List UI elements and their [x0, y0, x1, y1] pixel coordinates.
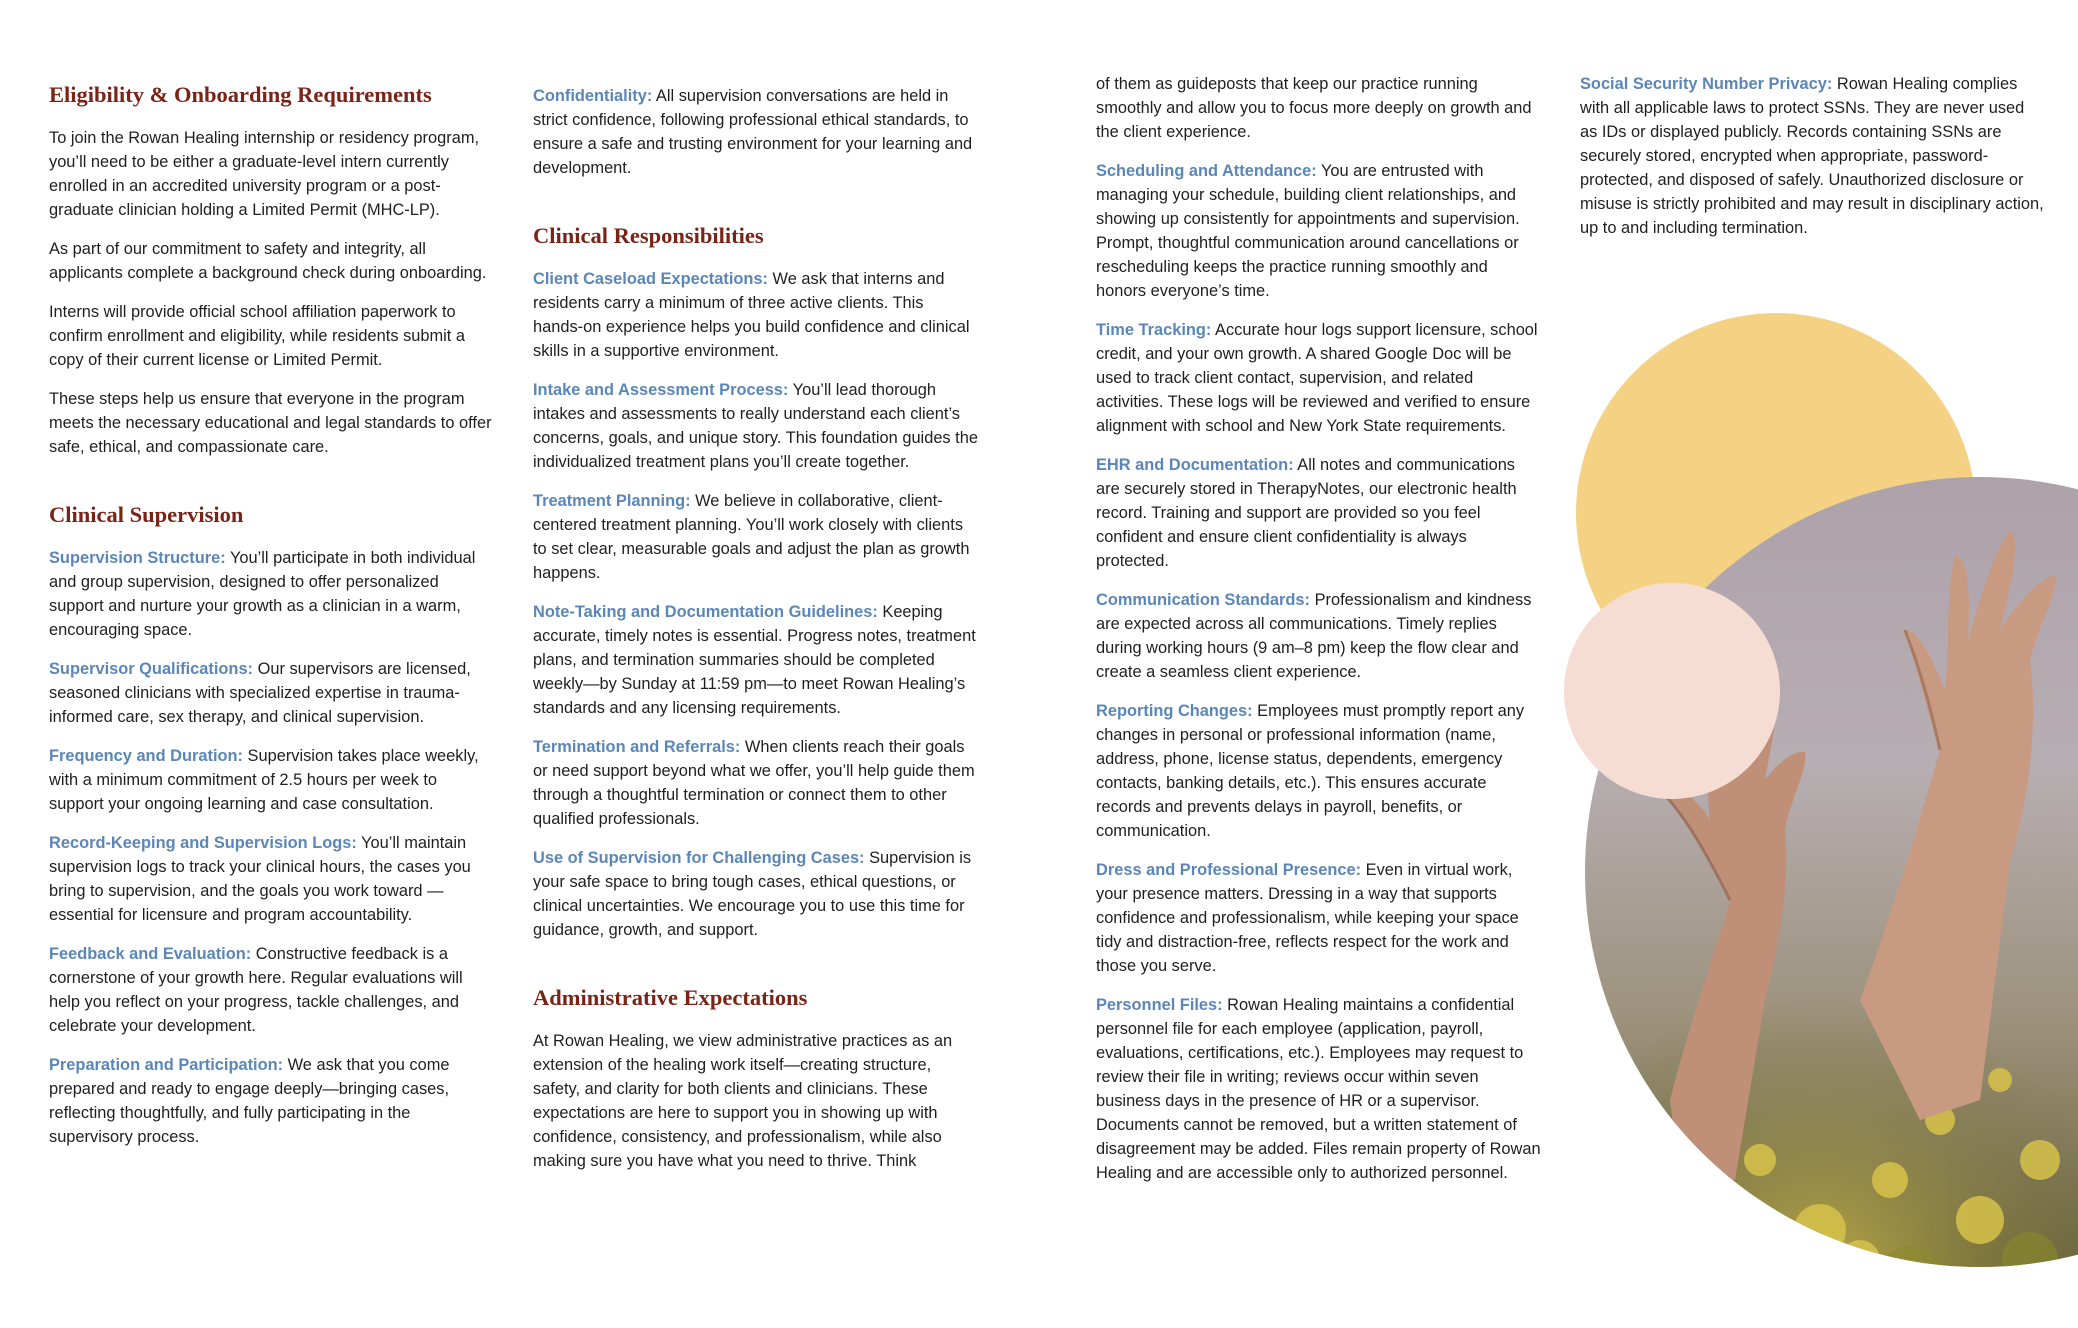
item-text: We ask that you come prepared and ready to engage deeply—bringing cases, reflecting thoughtfully, and fully participating in the supervisory process.	[49, 1056, 450, 1146]
item-label: Note-Taking and Documentation Guidelines:	[533, 603, 878, 621]
list-item	[1096, 993, 1541, 1185]
item-label: Confidentiality:	[533, 87, 653, 105]
list-item	[1580, 72, 2045, 240]
list-item	[49, 744, 494, 816]
item-label: Use of Supervision for Challenging Cases:	[533, 849, 865, 867]
pink-circle	[1564, 583, 1780, 799]
column-4	[1580, 72, 2045, 255]
list-item	[49, 657, 494, 729]
section-heading-administrative-expectations: Administrative Expectations	[533, 985, 808, 1010]
item-text: Employees must promptly report any changes in personal or professional information (name, address, phone, license status, dependents, emergency contacts, banking details, etc.). This ensures accurate records and prevents delays in payroll, benefits, or communication.	[1096, 702, 1525, 840]
item-text: When clients reach their goals or need support beyond what we offer, you’ll help guide them through a thoughtful termination or connect them to other qualified professionals.	[533, 738, 975, 828]
list-item	[1096, 699, 1541, 843]
paragraph: Interns will provide official school affiliation paperwork to confirm enrollment and eligibility, while residents submit a copy of their current license or Limited Permit.	[49, 303, 466, 369]
column-1	[49, 80, 494, 1164]
list-item	[533, 735, 978, 831]
item-label: EHR and Documentation:	[1096, 456, 1294, 474]
column-3	[1096, 72, 1541, 1200]
item-text: You’ll maintain supervision logs to track your clinical hours, the cases you bring to supervision, and the goals you work toward — essential for licensure and program accountability.	[49, 834, 471, 924]
item-label: Preparation and Participation:	[49, 1056, 284, 1074]
paragraph: As part of our commitment to safety and integrity, all applicants complete a background check during onboarding.	[49, 240, 487, 282]
item-text: Professionalism and kindness are expected across all communications. Timely replies during working hours (9 am–8 pm) keep the flow clear and create a seamless client experience.	[1096, 591, 1532, 681]
item-text: Keeping accurate, timely notes is essential. Progress notes, treatment plans, and termination summaries should be completed weekly—by Sunday at 11:59 pm—to meet Rowan Healing’s standards and any licensing requirements.	[533, 603, 976, 717]
item-text: Supervision is your safe space to bring tough cases, ethical questions, or clinical uncertainties. We encourage you to use this time for guidance, growth, and support.	[533, 849, 972, 939]
item-text: Rowan Healing complies with all applicable laws to protect SSNs. They are never used as IDs or displayed publicly. Records containing SSNs are securely stored, encrypted when appropriate, password-protected, and disposed of safely. Unauthorized disclosure or misuse is strictly prohibited and may result in disciplinary action, up to and including termination.	[1580, 75, 2044, 237]
list-item	[533, 267, 978, 363]
list-item	[533, 846, 978, 942]
section-heading-eligibility: Eligibility & Onboarding Requirements	[49, 82, 432, 107]
item-label: Scheduling and Attendance:	[1096, 162, 1317, 180]
column-2	[533, 84, 978, 1188]
paragraph: of them as guideposts that keep our practice running smoothly and allow you to focus more deeply on growth and the client experience.	[1096, 75, 1532, 141]
item-label: Time Tracking:	[1096, 321, 1212, 339]
item-label: Feedback and Evaluation:	[49, 945, 252, 963]
item-text: We believe in collaborative, client-centered treatment planning. You’ll work closely with clients to set clear, measurable goals and adjust the plan as growth happens.	[533, 492, 970, 582]
item-label: Supervisor Qualifications:	[49, 660, 254, 678]
list-item	[1096, 858, 1541, 978]
list-item	[49, 942, 494, 1038]
list-item	[49, 546, 494, 642]
item-text: You are entrusted with managing your schedule, building client relationships, and showing up consistently for appointments and supervision. Prompt, thoughtful communication around cancellations or rescheduling keeps the practice running smoothly and honors everyone’s time.	[1096, 162, 1520, 300]
paragraph: To join the Rowan Healing internship or residency program, you’ll need to be either a graduate-level intern currently enrolled in an accredited university program or a post-graduate clinician holding a Limited Permit (MHC-LP).	[49, 129, 480, 219]
section-heading-clinical-responsibilities: Clinical Responsibilities	[533, 223, 764, 248]
item-label: Personnel Files:	[1096, 996, 1223, 1014]
item-text: All notes and communications are securely stored in TherapyNotes, our electronic health record. Training and support are provided so you feel confident and ensure client confidentiality is always protected.	[1096, 456, 1517, 570]
paragraph: These steps help us ensure that everyone in the program meets the necessary educational and legal standards to offer safe, ethical, and compassionate care.	[49, 390, 492, 456]
list-item	[49, 831, 494, 927]
decorative-artwork	[1560, 300, 2078, 1328]
item-label: Termination and Referrals:	[533, 738, 741, 756]
item-text: You’ll lead thorough intakes and assessments to really understand each client’s concerns, goals, and unique story. This foundation guides the individualized treatment plans you’ll create together.	[533, 381, 978, 471]
item-label: Reporting Changes:	[1096, 702, 1253, 720]
list-item	[49, 1053, 494, 1149]
item-text: Constructive feedback is a cornerstone of your growth here. Regular evaluations will help you reflect on your progress, tackle challenges, and celebrate your development.	[49, 945, 463, 1035]
paragraph: At Rowan Healing, we view administrative practices as an extension of the healing work itself—creating structure, safety, and clarity for both clients and clinicians. These expectations are here to support you in showing up with confidence, consistency, and professionalism, while also making sure you have what you need to thrive. Think	[533, 1032, 953, 1170]
item-label: Frequency and Duration:	[49, 747, 243, 765]
section-heading-clinical-supervision: Clinical Supervision	[49, 502, 244, 527]
item-label: Communication Standards:	[1096, 591, 1311, 609]
item-label: Dress and Professional Presence:	[1096, 861, 1362, 879]
item-text: Our supervisors are licensed, seasoned clinicians with specialized expertise in trauma-informed care, sex therapy, and clinical supervision.	[49, 660, 471, 726]
list-item	[1096, 588, 1541, 684]
item-text: Even in virtual work, your presence matters. Dressing in a way that supports confidence and professionalism, while keeping your space tidy and distraction-free, reflects respect for the work and those you serve.	[1096, 861, 1519, 975]
item-label: Record-Keeping and Supervision Logs:	[49, 834, 357, 852]
list-item	[533, 489, 978, 585]
list-item	[533, 84, 978, 180]
item-text: Supervision takes place weekly, with a minimum commitment of 2.5 hours per week to support your ongoing learning and case consultation.	[49, 747, 479, 813]
item-text: Rowan Healing maintains a confidential personnel file for each employee (application, payroll, evaluations, certifications, etc.). Employees may request to review their file in writing; reviews occur within seven business days in the presence of HR or a supervisor. Documents cannot be removed, but a written statement of disagreement may be added. Files remain property of Rowan Healing and are accessible only to authorized personnel.	[1096, 996, 1541, 1182]
list-item	[1096, 453, 1541, 573]
list-item	[533, 600, 978, 720]
item-label: Intake and Assessment Process:	[533, 381, 789, 399]
item-label: Treatment Planning:	[533, 492, 691, 510]
item-label: Supervision Structure:	[49, 549, 226, 567]
item-text: All supervision conversations are held in strict confidence, following professional ethical standards, to ensure a safe and trusting environment for your learning and development.	[533, 87, 973, 177]
item-text: You’ll participate in both individual and group supervision, designed to offer personalized support and nurture your growth as a clinician in a warm, encouraging space.	[49, 549, 476, 639]
item-label: Social Security Number Privacy:	[1580, 75, 1833, 93]
list-item	[1096, 159, 1541, 303]
item-label: Client Caseload Expectations:	[533, 270, 768, 288]
item-text: Accurate hour logs support licensure, school credit, and your own growth. A shared Google Doc will be used to track client contact, supervision, and related activities. These logs will be reviewed and verified to ensure alignment with school and New York State requirements.	[1096, 321, 1538, 435]
list-item	[1096, 318, 1541, 438]
list-item	[533, 378, 978, 474]
item-text: We ask that interns and residents carry a minimum of three active clients. This hands-on experience helps you build confidence and clinical skills in a supportive environment.	[533, 270, 970, 360]
